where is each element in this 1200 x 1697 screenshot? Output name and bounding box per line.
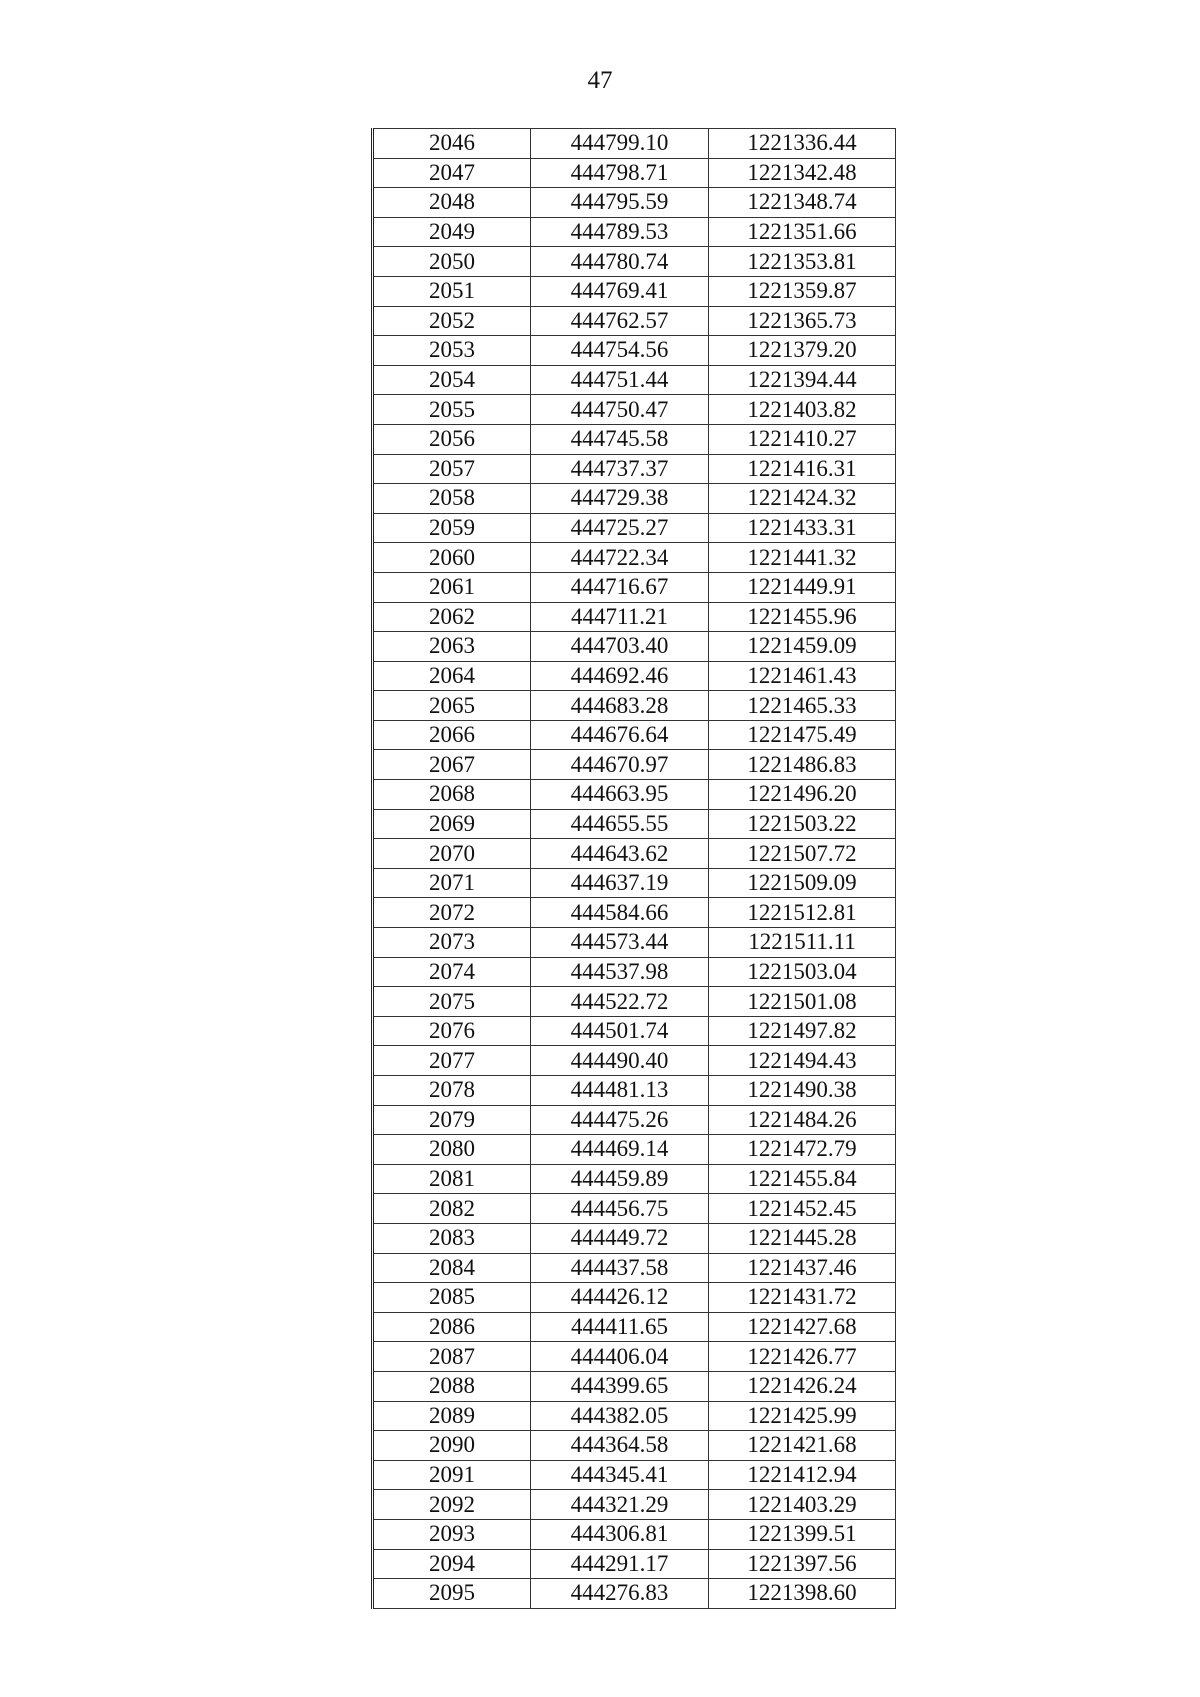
x-coordinate-cell: 444780.74: [531, 247, 709, 277]
point-number-cell: 2056: [373, 424, 531, 454]
x-coordinate-cell: 444584.66: [531, 898, 709, 928]
x-coordinate-cell: 444459.89: [531, 1164, 709, 1194]
x-coordinate-cell: 444655.55: [531, 809, 709, 839]
point-number-cell: 2071: [373, 868, 531, 898]
x-coordinate-cell: 444637.19: [531, 868, 709, 898]
point-number-cell: 2048: [373, 188, 531, 218]
x-coordinate-cell: 444716.67: [531, 572, 709, 602]
table-row: [373, 336, 896, 366]
x-coordinate-cell: 444703.40: [531, 632, 709, 662]
y-coordinate-cell: 1221403.82: [709, 395, 896, 425]
table-row: [373, 1549, 896, 1579]
page-number: 47: [587, 67, 613, 94]
table-row: [373, 1401, 896, 1431]
point-number-cell: 2093: [373, 1519, 531, 1549]
x-coordinate-cell: 444399.65: [531, 1371, 709, 1401]
table-row: [373, 1164, 896, 1194]
x-coordinate-cell: 444676.64: [531, 720, 709, 750]
point-number-cell: 2050: [373, 247, 531, 277]
point-number-cell: 2059: [373, 513, 531, 543]
y-coordinate-cell: 1221359.87: [709, 276, 896, 306]
point-number-cell: 2079: [373, 1105, 531, 1135]
table-row: [373, 158, 896, 188]
point-number-cell: 2063: [373, 632, 531, 662]
point-number-cell: 2088: [373, 1371, 531, 1401]
y-coordinate-cell: 1221507.72: [709, 839, 896, 869]
x-coordinate-cell: 444745.58: [531, 424, 709, 454]
point-number-cell: 2080: [373, 1135, 531, 1165]
x-coordinate-cell: 444345.41: [531, 1460, 709, 1490]
table-row: [373, 957, 896, 987]
point-number-cell: 2082: [373, 1194, 531, 1224]
y-coordinate-cell: 1221459.09: [709, 632, 896, 662]
x-coordinate-cell: 444382.05: [531, 1401, 709, 1431]
point-number-cell: 2047: [373, 158, 531, 188]
x-coordinate-cell: 444722.34: [531, 543, 709, 573]
x-coordinate-cell: 444537.98: [531, 957, 709, 987]
y-coordinate-cell: 1221452.45: [709, 1194, 896, 1224]
y-coordinate-cell: 1221365.73: [709, 306, 896, 336]
y-coordinate-cell: 1221397.56: [709, 1549, 896, 1579]
point-number-cell: 2066: [373, 720, 531, 750]
table-row: [373, 365, 896, 395]
table-row: [373, 543, 896, 573]
x-coordinate-cell: 444795.59: [531, 188, 709, 218]
point-number-cell: 2073: [373, 928, 531, 958]
point-number-cell: 2052: [373, 306, 531, 336]
y-coordinate-cell: 1221379.20: [709, 336, 896, 366]
point-number-cell: 2077: [373, 1046, 531, 1076]
point-number-cell: 2074: [373, 957, 531, 987]
coordinates-table: [371, 128, 896, 1609]
x-coordinate-cell: 444762.57: [531, 306, 709, 336]
x-coordinate-cell: 444291.17: [531, 1549, 709, 1579]
y-coordinate-cell: 1221410.27: [709, 424, 896, 454]
table-row: [373, 720, 896, 750]
table-row: [373, 839, 896, 869]
point-number-cell: 2084: [373, 1253, 531, 1283]
x-coordinate-cell: 444692.46: [531, 661, 709, 691]
x-coordinate-cell: 444306.81: [531, 1519, 709, 1549]
table-row: [373, 691, 896, 721]
point-number-cell: 2089: [373, 1401, 531, 1431]
table-row: [373, 1579, 896, 1609]
y-coordinate-cell: 1221445.28: [709, 1223, 896, 1253]
y-coordinate-cell: 1221497.82: [709, 1016, 896, 1046]
table-row: [373, 217, 896, 247]
table-row: [373, 247, 896, 277]
x-coordinate-cell: 444426.12: [531, 1283, 709, 1313]
y-coordinate-cell: 1221425.99: [709, 1401, 896, 1431]
table-row: [373, 1283, 896, 1313]
point-number-cell: 2069: [373, 809, 531, 839]
point-number-cell: 2092: [373, 1490, 531, 1520]
point-number-cell: 2058: [373, 484, 531, 514]
table-row: [373, 395, 896, 425]
point-number-cell: 2070: [373, 839, 531, 869]
y-coordinate-cell: 1221348.74: [709, 188, 896, 218]
y-coordinate-cell: 1221509.09: [709, 868, 896, 898]
y-coordinate-cell: 1221416.31: [709, 454, 896, 484]
point-number-cell: 2057: [373, 454, 531, 484]
x-coordinate-cell: 444276.83: [531, 1579, 709, 1609]
y-coordinate-cell: 1221412.94: [709, 1460, 896, 1490]
table-row: [373, 484, 896, 514]
y-coordinate-cell: 1221465.33: [709, 691, 896, 721]
x-coordinate-cell: 444481.13: [531, 1076, 709, 1106]
point-number-cell: 2090: [373, 1431, 531, 1461]
y-coordinate-cell: 1221433.31: [709, 513, 896, 543]
point-number-cell: 2062: [373, 602, 531, 632]
y-coordinate-cell: 1221427.68: [709, 1312, 896, 1342]
y-coordinate-cell: 1221475.49: [709, 720, 896, 750]
x-coordinate-cell: 444449.72: [531, 1223, 709, 1253]
y-coordinate-cell: 1221394.44: [709, 365, 896, 395]
x-coordinate-cell: 444754.56: [531, 336, 709, 366]
y-coordinate-cell: 1221511.11: [709, 928, 896, 958]
point-number-cell: 2072: [373, 898, 531, 928]
x-coordinate-cell: 444364.58: [531, 1431, 709, 1461]
table-row: [373, 306, 896, 336]
point-number-cell: 2061: [373, 572, 531, 602]
x-coordinate-cell: 444469.14: [531, 1135, 709, 1165]
y-coordinate-cell: 1221455.84: [709, 1164, 896, 1194]
y-coordinate-cell: 1221431.72: [709, 1283, 896, 1313]
table-row: [373, 1312, 896, 1342]
x-coordinate-cell: 444737.37: [531, 454, 709, 484]
point-number-cell: 2046: [373, 129, 531, 159]
x-coordinate-cell: 444729.38: [531, 484, 709, 514]
y-coordinate-cell: 1221484.26: [709, 1105, 896, 1135]
point-number-cell: 2083: [373, 1223, 531, 1253]
y-coordinate-cell: 1221437.46: [709, 1253, 896, 1283]
table-row: [373, 572, 896, 602]
x-coordinate-cell: 444321.29: [531, 1490, 709, 1520]
table-row: [373, 1431, 896, 1461]
table-row: [373, 632, 896, 662]
table-row: [373, 602, 896, 632]
table-row: [373, 424, 896, 454]
y-coordinate-cell: 1221512.81: [709, 898, 896, 928]
table-row: [373, 129, 896, 159]
point-number-cell: 2065: [373, 691, 531, 721]
table-row: [373, 1135, 896, 1165]
x-coordinate-cell: 444663.95: [531, 780, 709, 810]
table-row: [373, 1194, 896, 1224]
y-coordinate-cell: 1221494.43: [709, 1046, 896, 1076]
point-number-cell: 2051: [373, 276, 531, 306]
point-number-cell: 2091: [373, 1460, 531, 1490]
table-row: [373, 1490, 896, 1520]
point-number-cell: 2076: [373, 1016, 531, 1046]
y-coordinate-cell: 1221426.24: [709, 1371, 896, 1401]
table-row: [373, 809, 896, 839]
point-number-cell: 2094: [373, 1549, 531, 1579]
table-row: [373, 661, 896, 691]
point-number-cell: 2095: [373, 1579, 531, 1609]
y-coordinate-cell: 1221455.96: [709, 602, 896, 632]
x-coordinate-cell: 444725.27: [531, 513, 709, 543]
table-row: [373, 1371, 896, 1401]
point-number-cell: 2087: [373, 1342, 531, 1372]
y-coordinate-cell: 1221426.77: [709, 1342, 896, 1372]
table-row: [373, 1076, 896, 1106]
y-coordinate-cell: 1221472.79: [709, 1135, 896, 1165]
table-row: [373, 987, 896, 1017]
y-coordinate-cell: 1221461.43: [709, 661, 896, 691]
table-row: [373, 1016, 896, 1046]
table-row: [373, 1223, 896, 1253]
x-coordinate-cell: 444490.40: [531, 1046, 709, 1076]
y-coordinate-cell: 1221441.32: [709, 543, 896, 573]
y-coordinate-cell: 1221342.48: [709, 158, 896, 188]
y-coordinate-cell: 1221403.29: [709, 1490, 896, 1520]
x-coordinate-cell: 444501.74: [531, 1016, 709, 1046]
point-number-cell: 2053: [373, 336, 531, 366]
y-coordinate-cell: 1221421.68: [709, 1431, 896, 1461]
point-number-cell: 2064: [373, 661, 531, 691]
y-coordinate-cell: 1221398.60: [709, 1579, 896, 1609]
table-row: [373, 750, 896, 780]
table-row: [373, 898, 896, 928]
point-number-cell: 2075: [373, 987, 531, 1017]
x-coordinate-cell: 444522.72: [531, 987, 709, 1017]
table-row: [373, 1342, 896, 1372]
x-coordinate-cell: 444798.71: [531, 158, 709, 188]
y-coordinate-cell: 1221501.08: [709, 987, 896, 1017]
y-coordinate-cell: 1221351.66: [709, 217, 896, 247]
point-number-cell: 2060: [373, 543, 531, 573]
y-coordinate-cell: 1221490.38: [709, 1076, 896, 1106]
table-row: [373, 1105, 896, 1135]
x-coordinate-cell: 444750.47: [531, 395, 709, 425]
x-coordinate-cell: 444670.97: [531, 750, 709, 780]
point-number-cell: 2085: [373, 1283, 531, 1313]
table-row: [373, 188, 896, 218]
x-coordinate-cell: 444643.62: [531, 839, 709, 869]
x-coordinate-cell: 444411.65: [531, 1312, 709, 1342]
y-coordinate-cell: 1221486.83: [709, 750, 896, 780]
x-coordinate-cell: 444475.26: [531, 1105, 709, 1135]
table-row: [373, 1253, 896, 1283]
point-number-cell: 2078: [373, 1076, 531, 1106]
point-number-cell: 2054: [373, 365, 531, 395]
y-coordinate-cell: 1221424.32: [709, 484, 896, 514]
table-row: [373, 1519, 896, 1549]
table-row: [373, 1046, 896, 1076]
x-coordinate-cell: 444683.28: [531, 691, 709, 721]
x-coordinate-cell: 444789.53: [531, 217, 709, 247]
y-coordinate-cell: 1221449.91: [709, 572, 896, 602]
y-coordinate-cell: 1221353.81: [709, 247, 896, 277]
point-number-cell: 2086: [373, 1312, 531, 1342]
point-number-cell: 2068: [373, 780, 531, 810]
x-coordinate-cell: 444769.41: [531, 276, 709, 306]
x-coordinate-cell: 444456.75: [531, 1194, 709, 1224]
table-row: [373, 454, 896, 484]
table-row: [373, 928, 896, 958]
point-number-cell: 2055: [373, 395, 531, 425]
y-coordinate-cell: 1221336.44: [709, 129, 896, 159]
y-coordinate-cell: 1221503.22: [709, 809, 896, 839]
point-number-cell: 2067: [373, 750, 531, 780]
y-coordinate-cell: 1221496.20: [709, 780, 896, 810]
table-row: [373, 276, 896, 306]
x-coordinate-cell: 444437.58: [531, 1253, 709, 1283]
y-coordinate-cell: 1221399.51: [709, 1519, 896, 1549]
table-row: [373, 1460, 896, 1490]
point-number-cell: 2081: [373, 1164, 531, 1194]
x-coordinate-cell: 444573.44: [531, 928, 709, 958]
x-coordinate-cell: 444711.21: [531, 602, 709, 632]
point-number-cell: 2049: [373, 217, 531, 247]
x-coordinate-cell: 444799.10: [531, 129, 709, 159]
table-row: [373, 513, 896, 543]
table-row: [373, 868, 896, 898]
x-coordinate-cell: 444406.04: [531, 1342, 709, 1372]
coordinates-table-body: [373, 129, 896, 1609]
y-coordinate-cell: 1221503.04: [709, 957, 896, 987]
table-row: [373, 780, 896, 810]
x-coordinate-cell: 444751.44: [531, 365, 709, 395]
